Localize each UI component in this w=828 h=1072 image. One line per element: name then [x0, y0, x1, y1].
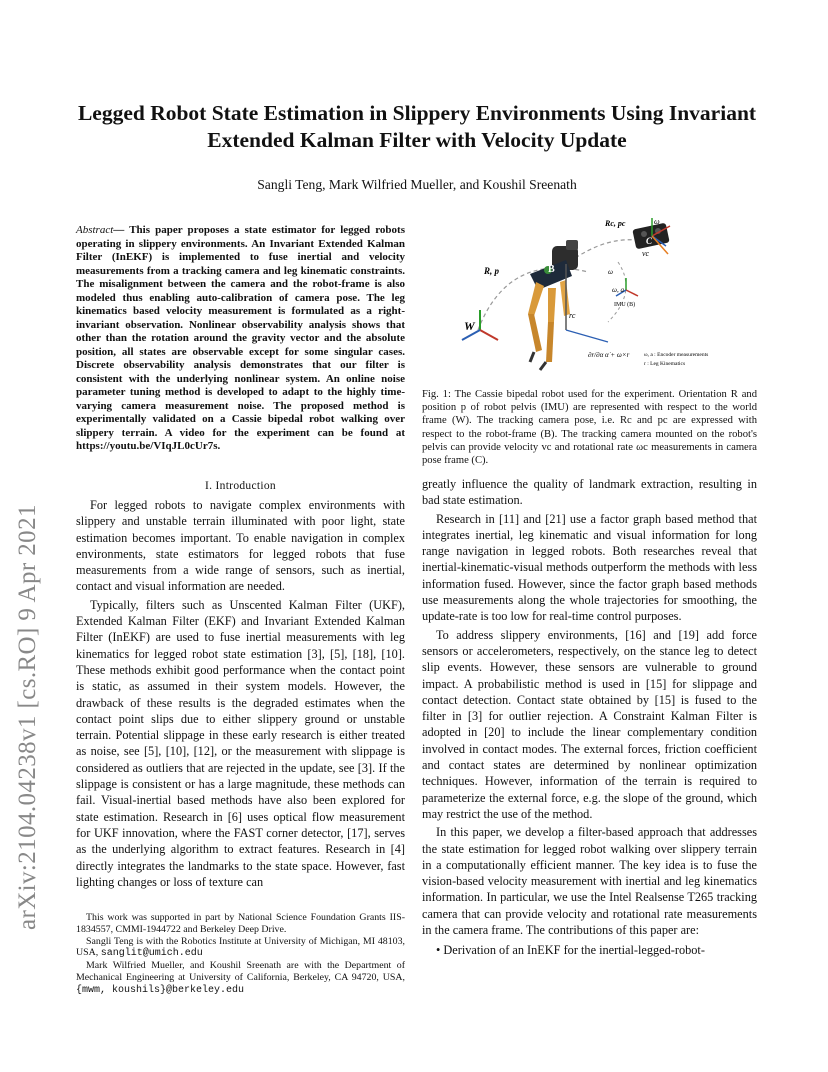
footnote-teng: [76, 936, 405, 961]
label-omega-camera: ω: [654, 217, 660, 226]
paragraph: For legged robots to navigate complex environments with slippery and unstable terrain illuminated with poor light, state estimation becomes important. To enable navigation in complex environments, state estimators for legged robots that fuse measurements from a wide range of sensors, such as inertial, contact and visual information are needed.: [76, 498, 405, 594]
email-ms: {mwm, koushils}@berkeley.edu: [76, 984, 245, 996]
label-camera-pose: Rc, pc: [605, 219, 626, 228]
label-world-frame: W: [464, 319, 475, 333]
label-camera-frame: C: [646, 236, 653, 246]
paragraph: Typically, filters such as Unscented Kalman Filter (UKF), Extended Kalman Filter (EKF) and Invariant Extended Kalman Filter (InEKF) are used to fuse inertial measurements with leg kinematics for legged robot state estimation [3], [5], [18], [10]. These methods exhibit good performance when the contact point is static, as assumed in their system models. However, the drawback of these results is the degraded estimates when the contact point slips due to either slippery ground or unstable terrain. Potential slippage in these early research is either treated as noise, see [5], [10], [12], or the measurement with slippage is considered as outliers that are rejected in the update, see [3]. If the slippage is consistent or has a large magnitude, these methods can fail. Visual-inertial based methods have also been explored for state estimation. Research in [6] uses optical flow measurement for UKF innovation, where the FAST corner detector, [17], serves as the underlying algorithm to extract features. Research in [4] directly integrates the landmarks to the state space. However, fast lighting changes or loss of texture can: [76, 597, 405, 889]
paper-authors: Sangli Teng, Mark Wilfried Mueller, and Koushil Sreenath: [257, 177, 577, 192]
footnotes: [76, 912, 405, 997]
right-column-body: [422, 476, 757, 959]
footnote-mueller-sreenath: [76, 960, 405, 996]
abstract-text: — This paper proposes a state estimator for legged robots operating in slippery environments. An Invariant Extended Kalman Filter (InEKF) is implemented to fuse inertial and velocity measurements from a tracking camera and leg kinematic constraints. The misalignment between the camera and the robot-frame is also modeled thus enabling auto-calibration of camera pose. The leg kinematics based velocity measurement is formulated as a right-invariant observation. Nonlinear observability analysis shows that other than the rotation around the gravity vector and the absolute position, all states are observable except for some singular cases. Discrete observability analysis demonstrates that our filter is consistent with the underlying nonlinear system. An online noise parameter tuning method is developed to adapt to the highly time-varying camera measurement noise. The proposed method is experimentally validated on a Cassie bipedal robot walking over slippery terrain. A video for the experiment can be found at https://youtu.be/VIqJL0cUr7s.: [76, 224, 405, 452]
abstract-label: Abstract: [76, 224, 114, 236]
paragraph: In this paper, we develop a filter-based approach that addresses the state estimation for legged robot walking over slippery terrain in a computationally efficient manner. The key idea is to fuse the vision-based velocity measurement with inertial and leg kinematics information. In particular, we use the Intel Realsense T265 tracking camera that can provide velocity and rotational rate measurements in the camera frame. The contributions of this paper are:: [422, 825, 757, 938]
footnote-ms-text: Mark Wilfried Mueller, and Koushil Sreenath are with the Department of Mechanical Engineering at University of California, Berkeley, CA 94720, USA,: [76, 960, 405, 983]
paragraph: To address slippery environments, [16] and [19] add force sensors or accelerometers, respectively, on the stance leg to detect slip events. However, these sensors are vulnerable to ground impact. A probabilistic method is used in [15] for slippage and contact detection. Contact state obtained by [15] is fused to the filter in [3] for outlier rejection. A Constraint Kalman Filter is adopted in [20] to include the linear complementary condition involved in contact modes. The external forces, friction coefficient and contact states are determined by nonlinear optimization techniques. However, information of the terrain is required to parameterize the external force, e.g. the slope of the ground, which may restrict the use of the method.: [422, 627, 757, 821]
label-velocity-camera: vc: [642, 249, 650, 258]
equation-foot-velocity: ∂r/∂α α̇ + ω×r: [588, 351, 630, 359]
paragraph: Research in [11] and [21] use a factor graph based method that integrates inertial, leg kinematic and visual information for long range navigation in legged robots. Both researches reveal that inertial-kinematic-visual methods outperform the methods with less information fused. However, since the factor graph based methods use measurements along the whole trajectories for smoothing, the update-rate is too low for real-time control purposes.: [422, 511, 757, 624]
paragraph: greatly influence the quality of landmark extraction, resulting in bad state estimation.: [422, 477, 757, 508]
foot-velocity-arrow: [566, 330, 608, 342]
label-imu: IMU (B): [614, 302, 636, 308]
arxiv-identifier: arXiv:2104.04238v1 [cs.RO] 9 Apr 2021: [14, 504, 41, 930]
figure-cassie-robot: [448, 212, 752, 384]
legend-encoder: ω, a : Encoder measurements: [644, 352, 709, 358]
label-imu-omega: ω: [608, 268, 613, 276]
email-teng: sanglit@umich.edu: [100, 948, 203, 960]
section-heading: I. Introduction: [205, 480, 276, 492]
section1-body: [76, 497, 405, 892]
footnote-teng-text: Sangli Teng is with the Robotics Institute at University of Michigan, MI 48103, USA,: [76, 935, 405, 959]
label-imu-omega-a: ω, a: [612, 286, 624, 294]
contribution-bullet: • Derivation of an InEKF for the inertial-legged-robot-: [436, 943, 705, 958]
label-leg-vector: rc: [569, 311, 576, 320]
legend-leg-kinematics: r : Leg Kinematics: [644, 361, 686, 367]
footnote-funding: This work was supported in part by National Science Foundation Grants IIS-1834557, CMMI-1944722 and Berkeley Deep Drive.: [76, 912, 405, 935]
figure-caption: Fig. 1: The Cassie bipedal robot used for the experiment. Orientation R and position p of robot pelvis (IMU) are represented with respect to the world frame (W). The tracking camera pose, i.e. Rc and pc are expressed with respect to the robot-frame (B). The tracking camera mounted on the robot's pelvis can provide velocity vc and rotational rate ωc measurements in camera pose frame (C).: [422, 389, 757, 467]
label-robot-pose: R, p: [484, 266, 500, 276]
paper-title: Legged Robot State Estimation in Slippery Environments Using Invariant Extended Kalman Filter with Velocity Update: [77, 101, 757, 152]
cassie-robot-body: [528, 240, 578, 370]
label-body-frame: B: [548, 264, 555, 275]
abstract: [76, 224, 405, 454]
